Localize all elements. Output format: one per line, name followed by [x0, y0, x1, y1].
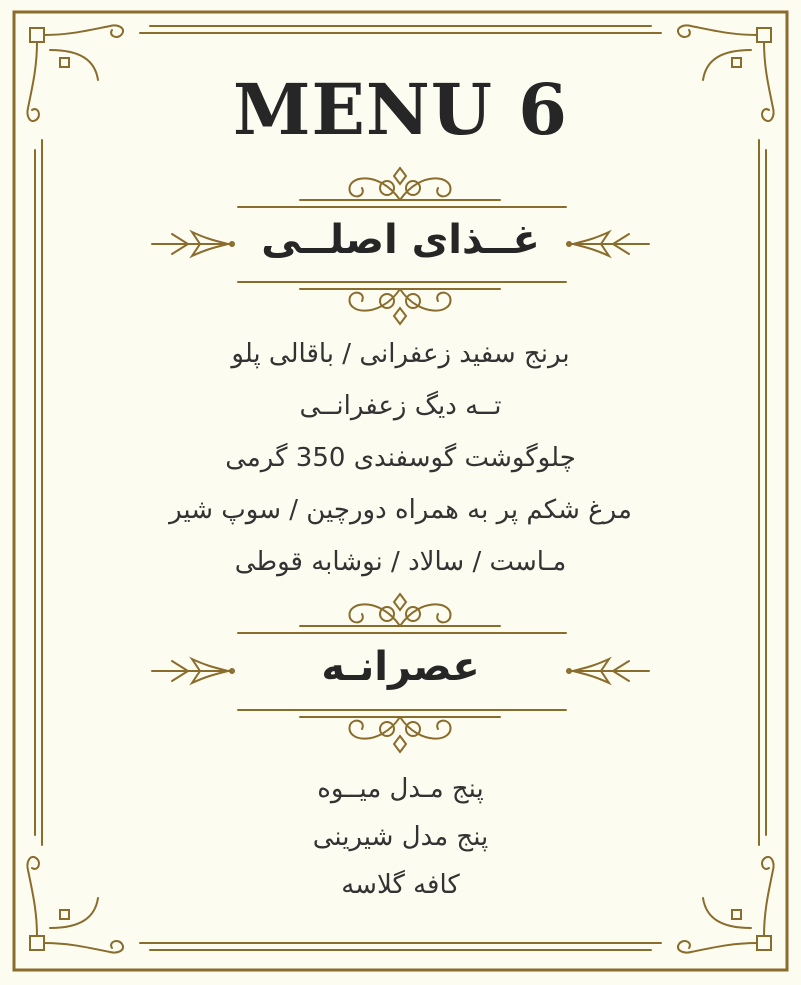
- afternoon-snack-list: [0, 765, 801, 909]
- list-item: تــه دیگ زعفرانــی: [299, 391, 502, 421]
- flourish-top-icon: [350, 594, 451, 626]
- list-item: مرغ شکم پر به همراه دورچین / سوپ شیر: [169, 495, 632, 525]
- list-item: پنج مدل شیرینی: [312, 822, 489, 852]
- flourish-bottom-icon: [350, 717, 451, 752]
- list-item: برنج سفید زعفرانی / باقالی پلو: [231, 339, 570, 369]
- section-heading-afternoon-snack: عصرانـه: [321, 644, 480, 690]
- list-item: مـاست / سالاد / نوشابه قوطی: [234, 547, 567, 577]
- list-item: پنج مـدل میــوه: [317, 774, 484, 804]
- list-item: کافه گلاسه: [341, 870, 460, 900]
- list-item: چلوگوشت گوسفندی 350 گرمی: [225, 443, 576, 473]
- section-heading-main-course: غــذای اصلــی: [261, 217, 540, 263]
- menu-title: MENU 6: [233, 68, 568, 151]
